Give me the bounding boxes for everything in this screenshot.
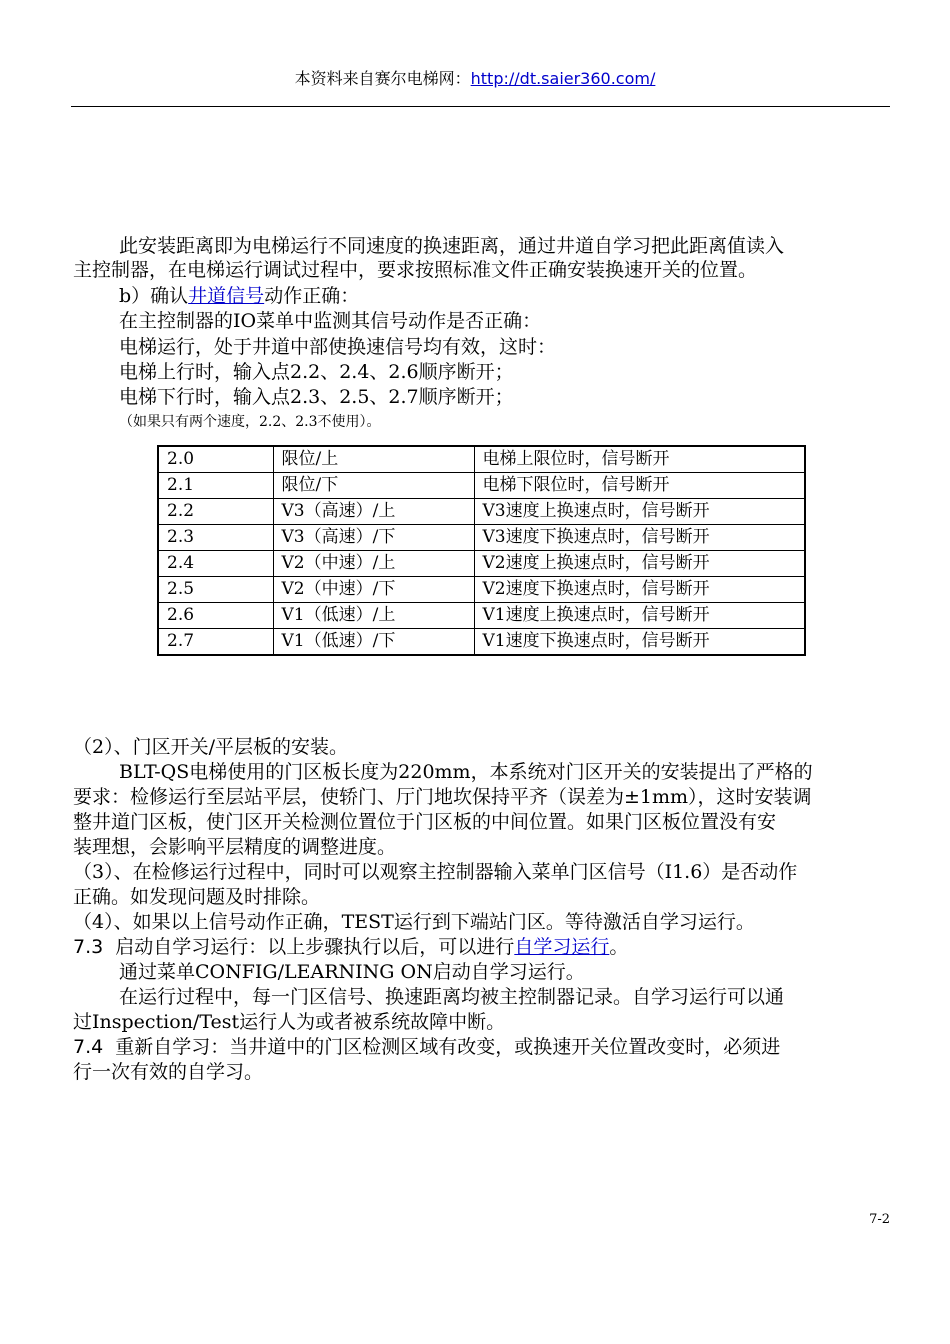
cell-desc: V2速度上换速点时，信号断开 (474, 551, 805, 577)
s74-number: 7.4 (73, 1036, 104, 1058)
s73-line2: 通过菜单CONFIG/LEARNING ON启动自学习运行。 (119, 961, 585, 983)
s73-text: 启动自学习运行：以上步骤执行以后，可以进行 (103, 936, 515, 958)
section3-line2: 正确。如发现问题及时排除。 (73, 886, 321, 908)
cell-name: V2（中速）/下 (273, 577, 474, 603)
down-line: 电梯下行时，输入点2.3、2.5、2.7顺序断开； (119, 386, 514, 408)
cell-desc: V3速度下换速点时，信号断开 (474, 525, 805, 551)
confirm-suffix: 动作正确： (264, 285, 360, 307)
table-row (158, 603, 805, 629)
cell-desc: V3速度上换速点时，信号断开 (474, 499, 805, 525)
para1-line2: 主控制器，在电梯运行调试过程中，要求按照标准文件正确安装换速开关的位置。 (73, 259, 758, 281)
s73-line4: 过Inspection/Test运行人为或者被系统故障中断。 (73, 1011, 506, 1033)
table-row (158, 525, 805, 551)
cell-name: V1（低速）/上 (273, 603, 474, 629)
section2-line3: 整井道门区板，使门区开关检测位置位于门区板的中间位置。如果门区板位置没有安 (73, 811, 777, 833)
cell-name: V3（高速）/上 (273, 499, 474, 525)
section3-line1: （3）、在检修运行过程中，同时可以观察主控制器输入菜单门区信号（I1.6）是否动作 (73, 861, 798, 883)
cell-point: 2.0 (158, 446, 273, 473)
table-row (158, 629, 805, 656)
s73-end: 。 (609, 936, 629, 958)
self-learning-link[interactable]: 自学习运行 (514, 936, 610, 958)
s73-number: 7.3 (73, 936, 104, 958)
cell-point: 2.3 (158, 525, 273, 551)
cell-point: 2.7 (158, 629, 273, 656)
table-row (158, 499, 805, 525)
header-divider (71, 106, 890, 107)
table-row (158, 446, 805, 473)
s74-text: 重新自学习：当井道中的门区检测区域有改变，或换速开关位置改变时，必须进 (103, 1036, 781, 1058)
note-line: （如果只有两个速度，2.2、2.3不使用）。 (119, 414, 381, 430)
cell-point: 2.6 (158, 603, 273, 629)
header-prefix: 本资料来自赛尔电梯网： (294, 69, 471, 88)
cell-point: 2.1 (158, 473, 273, 499)
cell-name: V3（高速）/下 (273, 525, 474, 551)
table-row (158, 551, 805, 577)
section2-line4: 装理想，会影响平层精度的调整进度。 (73, 836, 397, 858)
section2-line1: BLT-QS电梯使用的门区板长度为220mm，本系统对门区开关的安装提出了严格的 (119, 761, 813, 783)
cell-point: 2.2 (158, 499, 273, 525)
cell-point: 2.5 (158, 577, 273, 603)
signal-table (157, 445, 806, 656)
running-line: 电梯运行，处于井道中部使换速信号均有效，这时： (119, 336, 557, 358)
header-link[interactable]: http://dt.saier360.com/ (470, 69, 656, 88)
s73-line1 (73, 935, 628, 959)
up-line: 电梯上行时，输入点2.2、2.4、2.6顺序断开； (119, 361, 514, 383)
shaft-signal-link[interactable]: 井道信号 (188, 285, 265, 307)
s73-line3: 在运行过程中，每一门区信号、换速距离均被主控制器记录。自学习运行可以通 (119, 986, 785, 1008)
page-number: 7-2 (869, 1212, 890, 1227)
cell-desc: V1速度上换速点时，信号断开 (474, 603, 805, 629)
cell-name: 限位/下 (273, 473, 474, 499)
confirm-line (119, 284, 359, 308)
cell-desc: V1速度下换速点时，信号断开 (474, 629, 805, 656)
section2-line2: 要求：检修运行至层站平层，使轿门、厅门地坎保持平齐（误差为±1mm），这时安装调 (73, 786, 812, 808)
cell-desc: 电梯下限位时，信号断开 (474, 473, 805, 499)
cell-name: 限位/上 (273, 446, 474, 473)
confirm-prefix: b）确认 (119, 285, 189, 307)
table-row (158, 577, 805, 603)
page-header (0, 66, 950, 89)
monitor-line: 在主控制器的IO菜单中监测其信号动作是否正确： (119, 310, 542, 332)
cell-point: 2.4 (158, 551, 273, 577)
para1-line1: 此安装距离即为电梯运行不同速度的换速距离，通过井道自学习把此距离值读入 (119, 235, 785, 257)
cell-name: V2（中速）/上 (273, 551, 474, 577)
section4-line1: （4）、如果以上信号动作正确，TEST运行到下端站门区。等待激活自学习运行。 (73, 911, 755, 933)
cell-desc: 电梯上限位时，信号断开 (474, 446, 805, 473)
section2-title: （2）、门区开关/平层板的安装。 (73, 736, 348, 758)
cell-name: V1（低速）/下 (273, 629, 474, 656)
table-row (158, 473, 805, 499)
cell-desc: V2速度下换速点时，信号断开 (474, 577, 805, 603)
s74-line1 (73, 1035, 780, 1059)
s74-line2: 行一次有效的自学习。 (73, 1061, 264, 1083)
